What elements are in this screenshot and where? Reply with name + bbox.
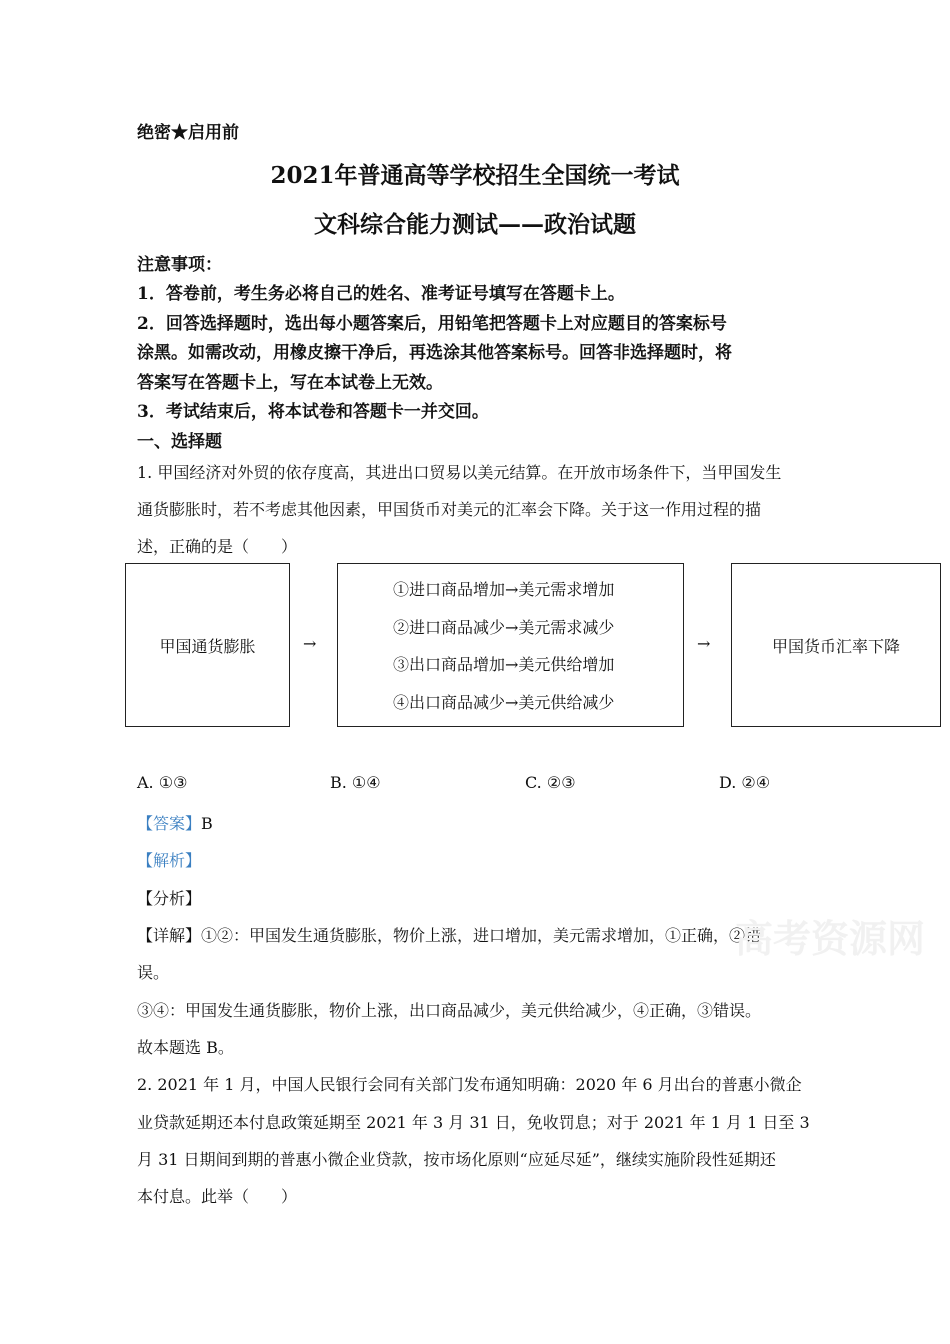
q2-stem-line-4: 本付息。此举（ ） bbox=[137, 1187, 298, 1206]
diagram-item-1: ①进口商品增加→美元需求增加 bbox=[393, 580, 615, 600]
diagram-arrow-2: → bbox=[697, 634, 711, 653]
detail-line-3: ③④：甲国发生通货膨胀，物价上涨，出口商品减少，美元供给减少，④正确，③错误。 bbox=[137, 1001, 762, 1020]
analysis-tag: 【解析】 bbox=[137, 851, 202, 870]
diagram-left-label: 甲国通货膨胀 bbox=[159, 636, 256, 656]
q2-stem-line-1: 2. 2021 年 1 月，中国人民银行会同有关部门发布通知明确：2020 年 6 月出台的普惠小微企 bbox=[137, 1075, 802, 1094]
notes-item-3: 3．考试结束后，将本试卷和答题卡一并交回。 bbox=[137, 402, 489, 422]
detail-line-4: 故本题选 B。 bbox=[137, 1038, 234, 1057]
diagram-item-3: ③出口商品增加→美元供给增加 bbox=[393, 655, 615, 675]
diagram-item-2: ②进口商品减少→美元需求减少 bbox=[393, 617, 615, 637]
answer-line bbox=[137, 811, 213, 834]
q1-stem-line-1: 1. 甲国经济对外贸的依存度高，其进出口贸易以美元结算。在开放市场条件下，当甲国发生 bbox=[137, 463, 782, 482]
option-d: D. ②④ bbox=[719, 773, 771, 792]
notes-item-2-line-3: 答案写在答题卡上，写在本试卷上无效。 bbox=[137, 373, 443, 393]
notes-item-1: 1．答卷前，考生务必将自己的姓名、准考证号填写在答题卡上。 bbox=[137, 284, 625, 304]
q2-stem-line-2: 业贷款延期还本付息政策延期至 2021 年 3 月 31 日，免收罚息；对于 2021 年 1 月 1 日至 3 bbox=[137, 1113, 810, 1132]
section-title: 一、选择题 bbox=[137, 432, 222, 452]
answer-value: B bbox=[201, 814, 213, 833]
notes-item-2-line-2: 涂黑。如需改动，用橡皮擦干净后，再选涂其他答案标号。回答非选择题时，将 bbox=[137, 343, 732, 363]
diagram-middle-box bbox=[337, 563, 684, 727]
detail-line-2: 误。 bbox=[137, 963, 170, 982]
diagram-item-4: ④出口商品减少→美元供给减少 bbox=[393, 692, 615, 712]
watermark: 高考资源网 bbox=[735, 916, 926, 961]
q1-stem-line-3: 述，正确的是（ ） bbox=[137, 537, 298, 556]
notes-item-2-line-1: 2．回答选择题时，选出每小题答案后，用铅笔把答题卡上对应题目的答案标号 bbox=[137, 314, 727, 334]
diagram-arrow-1: → bbox=[303, 634, 317, 653]
exam-subtitle: 文科综合能力测试——政治试题 bbox=[314, 211, 636, 238]
q2-stem-line-3: 月 31 日期间到期的普惠小微企业贷款，按市场化原则“应延尽延”，继续实施阶段性延期还 bbox=[137, 1150, 776, 1169]
option-a: A. ①③ bbox=[137, 773, 188, 792]
answer-tag: 【答案】 bbox=[137, 814, 202, 833]
option-b: B. ①④ bbox=[330, 773, 381, 792]
notes-heading: 注意事项： bbox=[137, 255, 222, 275]
fenxi-tag: 【分析】 bbox=[137, 889, 202, 908]
diagram-right-box bbox=[731, 563, 941, 727]
confidential-label: 绝密★启用前 bbox=[137, 123, 239, 143]
diagram-left-box bbox=[125, 563, 290, 727]
option-c: C. ②③ bbox=[525, 773, 576, 792]
detail-line-1: 【详解】①②：甲国发生通货膨胀，物价上涨，进口增加，美元需求增加，①正确，②错 bbox=[137, 926, 762, 945]
diagram-right-label: 甲国货币汇率下降 bbox=[771, 636, 900, 656]
exam-title: 2021年普通高等学校招生全国统一考试 bbox=[270, 162, 680, 189]
q1-stem-line-2: 通货膨胀时，若不考虑其他因素，甲国货币对美元的汇率会下降。关于这一作用过程的描 bbox=[137, 500, 762, 519]
